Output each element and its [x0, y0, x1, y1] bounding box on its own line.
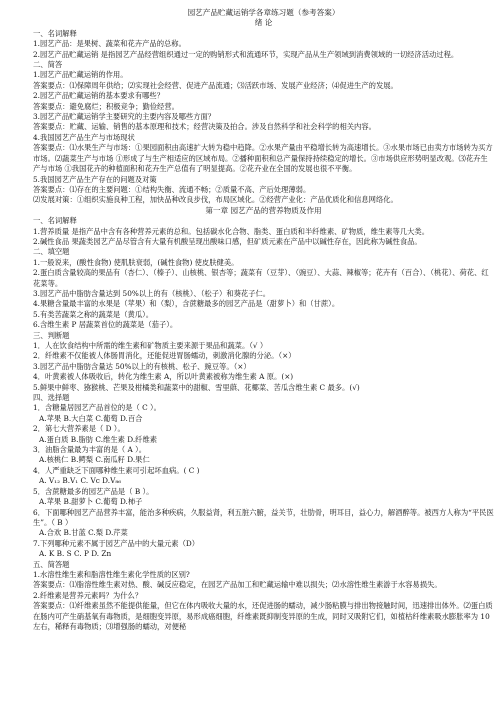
doc-line: 4.我国园艺产品生产与市场现状	[33, 132, 135, 142]
chapter-1-body	[33, 216, 494, 632]
doc-line: A.蛋白质 B.脂肪 C.维生素 D.纤维素	[39, 434, 158, 444]
doc-line: A.核桃仁 B.鳄梨 C.南瓜籽 D.果仁	[39, 455, 150, 465]
document-title: 园艺产品贮藏运销学各章练习题（参考答案）	[187, 8, 340, 17]
doc-line: ⑵发展对策：①组织实施良种工程，加快品种改良步伐，布局区域化。②经营产业化：产品优质化和信息网络化。	[33, 195, 398, 205]
doc-line: 2.蛋白质含量较高的果品有（杏仁）、（榛子）、山核桃、银杏等；蔬菜有（豆芽）、（豌豆）、大蒜、辣椒等；花卉有（百合）、（桃花）、荷花、红花菜等。	[33, 268, 489, 288]
doc-line: A.合欢 B.甘蓝 C.梨 D.芹菜	[39, 528, 128, 538]
doc-line: A. V₁₂ B.V₁ C. Vc D.V₈₆	[39, 476, 122, 486]
doc-line: A.苹果 B.大白菜 C.葡萄 D.百合	[39, 413, 143, 423]
doc-line: 2.纤维素是营养元素吗？为什么？	[33, 590, 143, 600]
doc-line: 3.园艺产品中脂肪含量达 50%以上的有核桃、松子、豌豆等。（×）	[33, 361, 251, 371]
doc-line: 2．第七大营养素是（ D ）。	[33, 424, 125, 434]
doc-line: 5.我国园艺产品生产存在的问题及对策	[33, 174, 157, 184]
doc-line: 2．纤维素不仅能被人体肠胃消化，还能促进胃肠蠕动，刺激消化腺的分泌。（×）	[33, 351, 296, 361]
doc-line: 答案要点：⑴保障周年供给；⑵实现社会经营、促进产品流通；⑶活跃市场、发展产业经济；⑷促进生产的发展。	[33, 80, 398, 90]
doc-line: 1.营养质量 是指产品中含有各种营养元素的总和。包括碳水化合物、脂类、蛋白质和半纤维素、矿物质，维生素等几大类。	[33, 226, 430, 236]
doc-line: 4．人严重缺乏下面哪种维生素可引起坏血病。( C )	[33, 465, 200, 475]
doc-line: 5.有类苦蔬菜之称的蔬菜是（黄瓜）。	[33, 309, 154, 319]
doc-line: 答案要点：贮藏、运输、销售的基本原理和技术；经营决策及拍合。涉及自然科学和社会科学的相关内容。	[33, 122, 376, 132]
doc-line: 1.水溶性维生素和脂溶性维生素化学性质的区别?	[33, 569, 190, 579]
doc-line: 二、填空题	[33, 247, 70, 257]
doc-line: 1．含糖量居园艺产品首位的是（ C ）。	[33, 403, 161, 413]
chapter-intro-body	[33, 29, 494, 206]
doc-line: 4．叶黄素被人体吸收后，转化为维生素 A，所以叶黄素被称为维生素 A 原。(×)	[33, 372, 294, 382]
doc-line: 5．含蔗糖最多的园艺产品是（ B ）。	[33, 486, 154, 496]
doc-line: 3.园艺产品贮藏运销学主要研究的主要内容及哪些方面？	[33, 112, 216, 122]
doc-line: A.苹果 B.甜萝卜 C.葡萄 D.柿子	[39, 497, 143, 507]
doc-line: 答案要点：⑴脂溶性维生素对热、酸、碱反应稳定，在园艺产品加工和贮藏运输中难以损失；⑵水溶性维生素游于水容易损失。	[33, 580, 442, 590]
doc-line: 1.园艺产品贮藏运销的作用。	[33, 70, 128, 80]
chapter-heading-1: 第一章 园艺产品的营养物质及作用	[205, 205, 322, 215]
doc-line: 一、名词解释	[33, 216, 77, 226]
doc-line: 2.园艺产品贮藏运销 是指园艺产品经营组织通过一定的购销形式和流通环节，实现产品从生产领域到消费领域的一切经济活动过程。	[33, 49, 459, 59]
doc-line: 6.含维生素 P 居蔬菜首位的蔬菜是（茄子）。	[33, 320, 178, 330]
chapter-heading-intro: 绪 论	[254, 18, 273, 28]
doc-line: 一、名词解释	[33, 28, 77, 38]
doc-line: A. K B. S C. P D. Zn	[39, 549, 112, 559]
doc-line: 答案要点：⑴纤维素虽然不能提供能量，但它在体内吸收大量的水，还促进肠的蠕动，减少肠粘膜与排出物接触时间，迅速排出体外。⑵蛋白质在肠内可产生硝基氧有毒物质，是细胞变异原，易形成癌细胞，纤维素既抑制变异原的生成，同时又吸附它们，如植枯纤维素吸水膨胀率为 10 左右，稀释有毒物质；⑶增强肠的蠕动，对便秘	[33, 601, 493, 631]
doc-line: 二、简答	[33, 60, 63, 70]
doc-line: 三、判断题	[33, 330, 70, 340]
doc-line: 2.碱性食品 果蔬类园艺产品尽管含有大量有机酸呈现出酸味口感，但矿质元素在产品中以碱性存在，因此称为碱性食品。	[33, 236, 422, 246]
doc-line: 四、选择题	[33, 393, 70, 403]
doc-line: 1．人在饮食结构中所需的维生素和矿物质主要来源于果品和蔬菜。（√ ）	[33, 341, 268, 350]
doc-line: 1.一般说来，(酸性食物) 使肌肤衰弱，(碱性食物) 使皮肤健美。	[33, 257, 239, 267]
doc-line: 3.园艺产品中脂肪含量达到 50%以上的有（核桃）、（松子）和葵花子仁。	[33, 288, 271, 298]
doc-line: 5.鲜果中鲜枣、猕猴桃、芒果及柑橘类和蔬菜中的甜椒、雪里蕻、花椰菜、苦瓜含维生素 C 最多。(√)	[33, 382, 360, 392]
doc-line: 4.果糖含量最丰富的水果是（苹果）和（梨），含蔗糖最多的园艺产品是（甜萝卜）和（甘蔗）。	[33, 299, 340, 309]
doc-line: 1.园艺产品：是果树、蔬菜和花卉产品的总称。	[33, 39, 186, 49]
doc-line: 6．下面哪种园艺产品营养丰富，能治多种疾病，久服益肾，利五脏六腑，益关节，壮肋骨，明耳目，益心力，解酒醉等。被西方人称为“平民医生”。（ B ）	[33, 507, 494, 527]
doc-line: 2.园艺产品贮藏运销的基本要求有哪些？	[33, 91, 165, 101]
doc-line: 五、简答题	[33, 559, 70, 569]
doc-line: 3．油脂含量最为丰富的是（ A ）。	[33, 445, 147, 455]
doc-line: 答案要点：⑴水果生产与市场：①果园面积由高速扩大转为稳中趋降。②水果产量由平稳增长转为高速增长。③水果市场已由卖方市场转为买方市场。⑵蔬菜生产与市场 ①形成了与生产相适应的区域布局。②播种面积和总产量保持持续稳定的增长。③市场供应形势明显改观。⑶花卉生产与市场 ①我国花卉的种植面积和花卉生产总值有了明显提高。②花卉业在全国的发展也很不平衡。	[33, 143, 493, 174]
doc-line: 答案要点：避免腐烂；积极竞争；勤俭经营。	[33, 101, 179, 111]
doc-line: 7.下列哪种元素不属于园艺产品中的大量元素（D）	[33, 538, 200, 548]
doc-line: 答案要点：⑴存在的主要问题：①结构失衡、流通不畅；②质量不高、产后处理薄弱。	[33, 184, 311, 194]
